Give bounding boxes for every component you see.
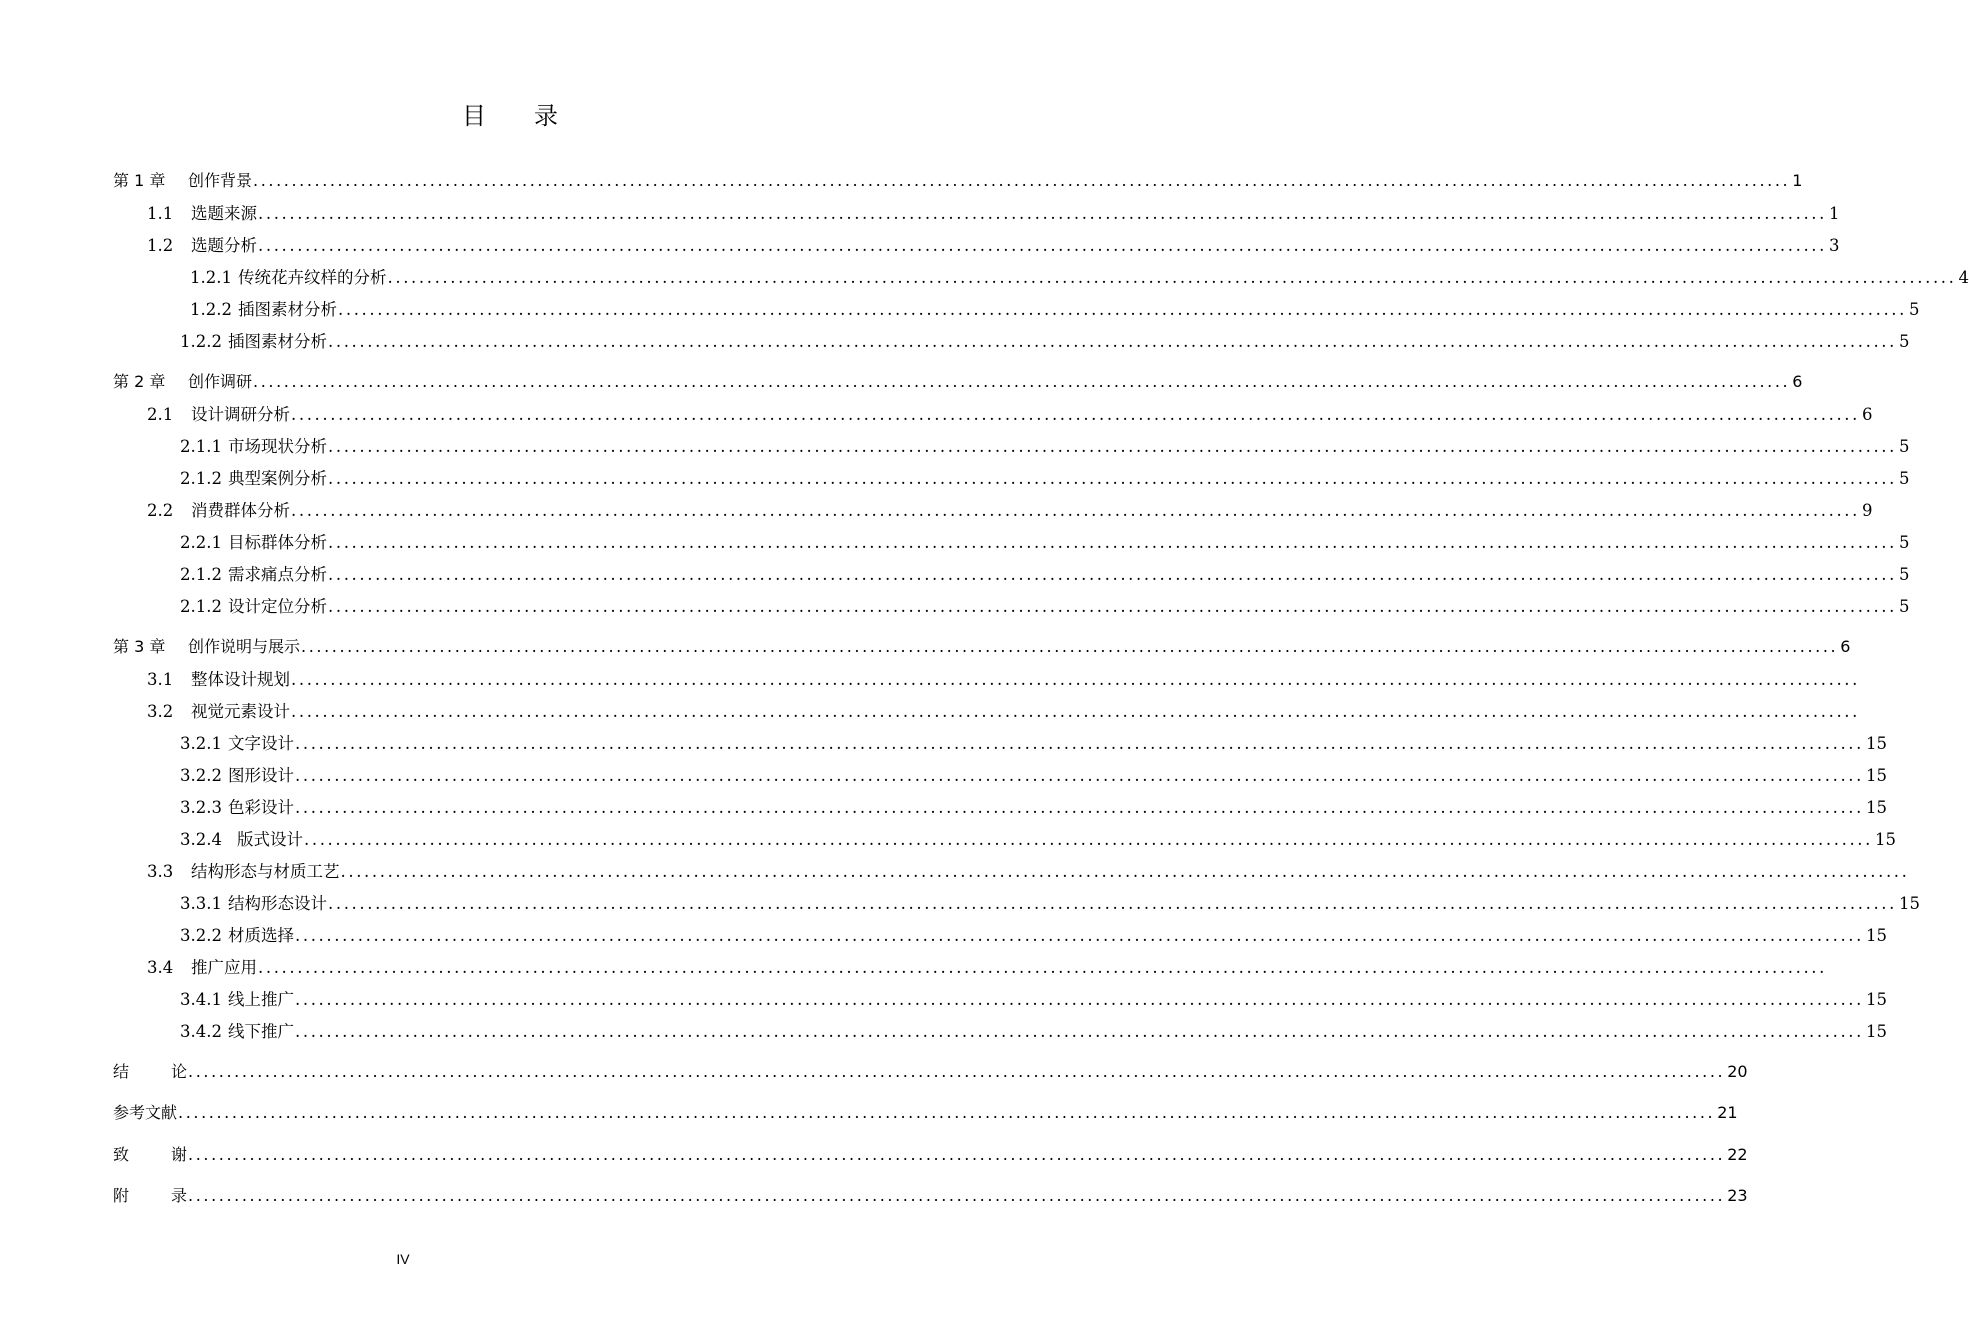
toc-entry-page: 9: [1861, 501, 1873, 520]
toc-entry-number: 1.2: [147, 236, 174, 255]
toc-entry-number: 3.4: [147, 958, 174, 977]
toc-entry-label: 设计定位分析: [228, 597, 327, 616]
toc-leader-dots: ........................................................................................................................................................................................................: [188, 1186, 1726, 1205]
toc-entry[interactable]: [180, 328, 1910, 351]
toc-entry[interactable]: [147, 858, 1910, 881]
toc-entry-page: 20: [1727, 1062, 1748, 1081]
toc-entry-number: 3.4.2: [180, 1022, 222, 1041]
toc-entry-number: 3.2.1: [180, 734, 222, 753]
toc-entry-number: 3.3: [147, 862, 174, 881]
toc-entry-label: 结构形态与材质工艺: [191, 862, 340, 881]
title-char-2: 录: [534, 102, 558, 130]
toc-leader-dots: ........................................................................................................................................................................................................: [291, 702, 1860, 721]
toc-entry-number: 1.2.2: [180, 332, 222, 351]
toc-entry[interactable]: [147, 698, 1860, 721]
toc-entry-number: 3.2.3: [180, 798, 222, 817]
toc-leader-dots: ........................................................................................................................................................................................................: [258, 958, 1827, 977]
toc-entry-number: 参考文献: [113, 1103, 178, 1122]
toc-entry-page: 6: [1861, 405, 1873, 424]
toc-entry-label: 设计调研分析: [191, 405, 290, 424]
toc-entry[interactable]: [180, 890, 1920, 913]
toc-leader-dots: ........................................................................................................................................................................................................: [188, 1145, 1726, 1164]
toc-leader-dots: ........................................................................................................................................................................................................: [301, 637, 1839, 656]
toc-entry-number: 1.2.2: [190, 300, 232, 319]
toc-entry-page: 1: [1792, 171, 1803, 190]
toc-entry-number: 3.2: [147, 702, 174, 721]
toc-entry[interactable]: [190, 296, 1920, 319]
title-char-1: 目: [462, 102, 486, 130]
toc-entry-number: 2.1: [147, 405, 174, 424]
toc-entry[interactable]: [147, 497, 1873, 520]
toc-entry-number: 第 3 章: [113, 637, 166, 656]
toc-entry-label: 传统花卉纹样的分析: [238, 268, 387, 287]
toc-leader-dots: ........................................................................................................................................................................................................: [328, 565, 1897, 584]
toc-entry[interactable]: [113, 1142, 1748, 1164]
toc-entry-label: 创作背景: [188, 171, 253, 190]
toc-entry[interactable]: [147, 954, 1827, 977]
toc-leader-dots: ........................................................................................................................................................................................................: [258, 204, 1827, 223]
toc-entry-page: 15: [1865, 990, 1887, 1009]
toc-leader-dots: ........................................................................................................................................................................................................: [328, 533, 1897, 552]
toc-entry-label: 需求痛点分析: [228, 565, 327, 584]
toc-leader-dots: ........................................................................................................................................................................................................: [178, 1103, 1716, 1122]
toc-entry-label: 线上推广: [228, 990, 294, 1009]
toc-leader-dots: ........................................................................................................................................................................................................: [295, 798, 1864, 817]
toc-leader-dots: ........................................................................................................................................................................................................: [295, 766, 1864, 785]
toc-entry-label: 视觉元素设计: [191, 702, 290, 721]
toc-entry-number: 2.1.1: [180, 437, 222, 456]
toc-leader-dots: ........................................................................................................................................................................................................: [253, 372, 1791, 391]
toc-entry-number: 2.1.2: [180, 597, 222, 616]
toc-entry-number: 3.2.2: [180, 926, 222, 945]
toc-entry-page: 5: [1898, 469, 1910, 488]
toc-entry-number: 2.2.1: [180, 533, 222, 552]
toc-entry-page: 6: [1840, 637, 1851, 656]
toc-entry-page: 23: [1727, 1186, 1748, 1205]
toc-entry[interactable]: [113, 634, 1851, 656]
toc-entry-number: 3.2.2: [180, 766, 222, 785]
toc-entry[interactable]: [180, 529, 1910, 552]
toc-entry-label: 文字设计: [228, 734, 294, 753]
toc-entry-number: 致: [113, 1145, 130, 1164]
toc-entry-page: 15: [1874, 830, 1896, 849]
toc-entry-number: 结: [113, 1062, 130, 1081]
toc-entry-number: 第 2 章: [113, 372, 166, 391]
toc-leader-dots: ........................................................................................................................................................................................................: [188, 1062, 1726, 1081]
toc-entry-page: 4: [1958, 268, 1969, 287]
toc-leader-dots: ........................................................................................................................................................................................................: [295, 1022, 1864, 1041]
toc-entry-page: 22: [1727, 1145, 1748, 1164]
toc-entry-page: 15: [1865, 734, 1887, 753]
toc-entry[interactable]: [180, 593, 1910, 616]
toc-leader-dots: ........................................................................................................................................................................................................: [291, 405, 1860, 424]
toc-entry-label: 推广应用: [191, 958, 257, 977]
toc-entry[interactable]: [190, 264, 1969, 287]
toc-entry-page: 15: [1865, 1022, 1887, 1041]
toc-entry-page: 15: [1865, 766, 1887, 785]
toc-entry-page: 5: [1898, 565, 1910, 584]
toc-leader-dots: ........................................................................................................................................................................................................: [304, 830, 1873, 849]
toc-leader-dots: ........................................................................................................................................................................................................: [253, 171, 1791, 190]
toc-leader-dots: ........................................................................................................................................................................................................: [295, 926, 1864, 945]
toc-entry-page: 15: [1865, 926, 1887, 945]
toc-entry-label: 色彩设计: [228, 798, 294, 817]
toc-leader-dots: ........................................................................................................................................................................................................: [340, 862, 1910, 881]
toc-leader-dots: ........................................................................................................................................................................................................: [328, 597, 1897, 616]
toc-entry[interactable]: [180, 433, 1910, 456]
toc-leader-dots: ........................................................................................................................................................................................................: [295, 990, 1864, 1009]
toc-entry-number: 附: [113, 1186, 130, 1205]
toc-entry[interactable]: [113, 369, 1803, 391]
toc-entry-label: 整体设计规划: [191, 670, 290, 689]
toc-entry-number: 2.2: [147, 501, 174, 520]
toc-entry-label: 插图素材分析: [238, 300, 337, 319]
toc-entry[interactable]: [180, 465, 1910, 488]
toc-entry-label: 论: [171, 1062, 188, 1081]
toc-leader-dots: ........................................................................................................................................................................................................: [291, 501, 1860, 520]
toc-entry[interactable]: [113, 1059, 1748, 1081]
toc-entry-label: 图形设计: [228, 766, 294, 785]
toc-entry[interactable]: [180, 986, 1887, 1009]
toc-leader-dots: ........................................................................................................................................................................................................: [291, 670, 1860, 689]
toc-entry-page: 5: [1898, 533, 1910, 552]
toc-entry-page: 15: [1898, 894, 1920, 913]
page-number-footer: IV: [396, 1251, 410, 1267]
toc-entry-label: 选题来源: [191, 204, 257, 223]
toc-entry[interactable]: [180, 1018, 1887, 1041]
toc-entry[interactable]: [180, 826, 1896, 849]
toc-entry-page: 3: [1828, 236, 1840, 255]
toc-entry-number: 3.4.1: [180, 990, 222, 1009]
toc-entry-label: 目标群体分析: [228, 533, 327, 552]
toc-leader-dots: ........................................................................................................................................................................................................: [328, 437, 1897, 456]
toc-entry-label: 创作调研: [188, 372, 253, 391]
toc-leader-dots: ........................................................................................................................................................................................................: [387, 268, 1957, 287]
toc-entry[interactable]: [180, 794, 1887, 817]
toc-entry-number: 1.2.1: [190, 268, 232, 287]
toc-entry[interactable]: [147, 232, 1840, 255]
toc-entry-page: 1: [1828, 204, 1840, 223]
toc-entry[interactable]: [147, 200, 1840, 223]
toc-entry-label: 创作说明与展示: [188, 637, 301, 656]
toc-entry-number: 2.1.2: [180, 565, 222, 584]
toc-entry-label: 材质选择: [228, 926, 294, 945]
toc-entry-page: 5: [1898, 597, 1910, 616]
toc-entry-number: 3.2.4: [180, 830, 222, 849]
toc-entry-label: 结构形态设计: [228, 894, 327, 913]
toc-entry-number: 第 1 章: [113, 171, 166, 190]
toc-entry[interactable]: [180, 922, 1887, 945]
toc-entry-label: 选题分析: [191, 236, 257, 255]
toc-entry-label: 市场现状分析: [228, 437, 327, 456]
toc-leader-dots: ........................................................................................................................................................................................................: [258, 236, 1827, 255]
toc-entry-label: 插图素材分析: [228, 332, 327, 351]
toc-entry-number: 3.1: [147, 670, 174, 689]
toc-entry-page: 5: [1898, 332, 1910, 351]
toc-entry-page: 6: [1792, 372, 1803, 391]
toc-entry[interactable]: [180, 730, 1887, 753]
toc-entry-page: 5: [1908, 300, 1920, 319]
toc-entry-label: 版式设计: [237, 830, 303, 849]
toc-entry-label: 消费群体分析: [191, 501, 290, 520]
toc-entry[interactable]: [147, 401, 1873, 424]
toc-entry[interactable]: [113, 1183, 1748, 1205]
toc-entry[interactable]: [113, 1100, 1738, 1122]
toc-entry-page: 5: [1898, 437, 1910, 456]
toc-leader-dots: ........................................................................................................................................................................................................: [338, 300, 1907, 319]
toc-entry-page: 15: [1865, 798, 1887, 817]
toc-entry[interactable]: [147, 666, 1860, 689]
toc-entry-label: 谢: [171, 1145, 188, 1164]
toc-leader-dots: ........................................................................................................................................................................................................: [328, 894, 1897, 913]
toc-entry-number: 3.3.1: [180, 894, 222, 913]
toc-entry-number: 2.1.2: [180, 469, 222, 488]
toc-entry[interactable]: [113, 168, 1803, 190]
toc-entry-page: 21: [1717, 1103, 1738, 1122]
toc-leader-dots: ........................................................................................................................................................................................................: [295, 734, 1864, 753]
toc-entry[interactable]: [180, 561, 1910, 584]
toc-entry[interactable]: [180, 762, 1887, 785]
toc-entry-number: 1.1: [147, 204, 174, 223]
toc-entry-label: 典型案例分析: [228, 469, 327, 488]
toc-leader-dots: ........................................................................................................................................................................................................: [328, 469, 1897, 488]
toc-entry-label: 录: [171, 1186, 188, 1205]
toc-leader-dots: ........................................................................................................................................................................................................: [328, 332, 1897, 351]
toc-entry-label: 线下推广: [228, 1022, 294, 1041]
